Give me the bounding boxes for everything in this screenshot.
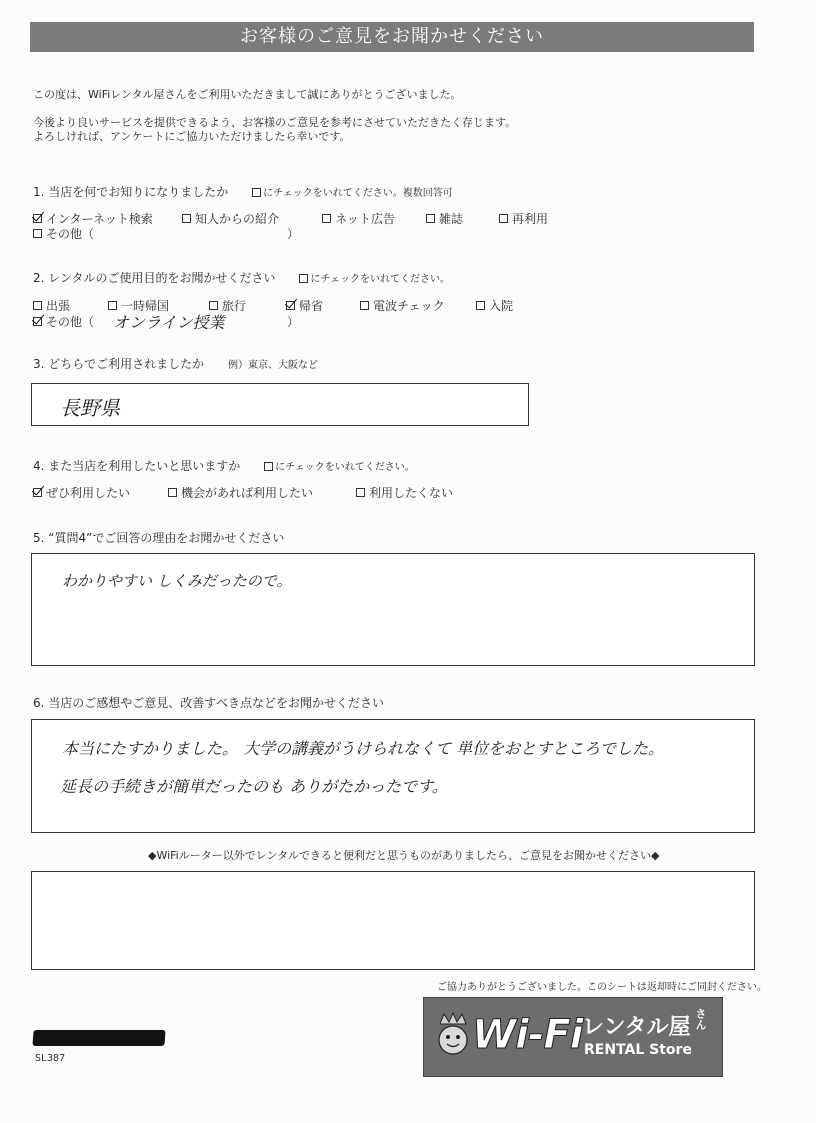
- crown-mascot-icon: [434, 1012, 472, 1058]
- option-label: 帰省: [299, 299, 324, 313]
- checkbox-checked-icon[interactable]: [33, 317, 42, 326]
- q1-other-close: ）: [287, 227, 300, 241]
- question-4-note: [264, 462, 415, 473]
- q2-option-homecoming[interactable]: [286, 297, 323, 314]
- q3-answer-box[interactable]: [31, 383, 529, 426]
- checkbox-icon[interactable]: [499, 214, 508, 223]
- q6-answer-line-2: 延長の手続きが簡単だったのも ありがたかったです。: [60, 777, 448, 796]
- option-label: 雑誌: [439, 212, 464, 226]
- q1-option-referral[interactable]: [182, 210, 279, 227]
- q2-option-signal-check[interactable]: [360, 297, 445, 314]
- q5-answer-box[interactable]: [31, 553, 755, 666]
- intro-line-1: この度は、WiFiレンタル屋さんをご利用いただきまして誠にありがとうございました。: [33, 88, 462, 101]
- checkbox-icon[interactable]: [322, 214, 331, 223]
- checkbox-icon[interactable]: [182, 214, 191, 223]
- option-label: ぜひ利用したい: [46, 486, 131, 500]
- question-2: [33, 269, 450, 286]
- redacted-barcode: [32, 1030, 165, 1046]
- logo-english-text: RENTAL Store: [584, 1042, 692, 1058]
- question-3-label: 3. どちらでご利用されましたか: [33, 357, 205, 371]
- option-label: 一時帰国: [121, 299, 170, 313]
- q1-option-other[interactable]: [33, 225, 94, 242]
- question-7: ◆WiFiルーター以外でレンタルできると便利だと思うものがありましたら、ご意見をお聞かせください◆: [148, 849, 660, 862]
- question-1: [33, 183, 453, 200]
- option-label: 再利用: [512, 212, 549, 226]
- question-1-label: 1. 当店を何でお知りになりましたか: [33, 185, 229, 199]
- checkbox-icon[interactable]: [33, 229, 42, 238]
- option-label: その他（: [46, 315, 95, 329]
- option-label: 機会があれば利用したい: [181, 486, 314, 500]
- q4-option-definitely[interactable]: [33, 484, 130, 501]
- checkbox-icon[interactable]: [33, 301, 42, 310]
- checkbox-checked-icon[interactable]: [286, 301, 295, 310]
- question-3: [33, 355, 318, 372]
- intro-line-2: 今後より良いサービスを提供できるよう、お客様のご意見を参考にさせていただきたく存じます。: [33, 116, 517, 129]
- checkbox-icon[interactable]: [476, 301, 485, 310]
- q1-option-magazine[interactable]: [426, 210, 463, 227]
- logo-wifi-text: Wi-Fi: [472, 1012, 583, 1058]
- intro-line-3: よろしければ、アンケートにご協力いただけましたら幸いです。: [33, 130, 351, 143]
- question-4-note-text: にチェックをいれてください。: [275, 462, 415, 473]
- question-1-note-text: にチェックをいれてください。複数回答可: [263, 188, 453, 199]
- q6-answer-box[interactable]: [31, 719, 755, 833]
- checkbox-icon: [252, 188, 261, 197]
- checkbox-icon: [299, 274, 308, 283]
- q2-option-hospital[interactable]: [476, 297, 513, 314]
- option-label: 利用したくない: [369, 486, 454, 500]
- question-2-label: 2. レンタルのご使用目的をお聞かせください: [33, 271, 276, 285]
- q1-option-reuse[interactable]: [499, 210, 548, 227]
- option-label: 電波チェック: [373, 299, 445, 313]
- option-label: 旅行: [222, 299, 247, 313]
- logo-san-text: さん: [694, 1008, 707, 1030]
- question-1-note: [252, 188, 453, 199]
- q4-option-no[interactable]: [356, 484, 453, 501]
- checkbox-icon[interactable]: [168, 488, 177, 497]
- checkbox-icon[interactable]: [108, 301, 117, 310]
- option-label: 出張: [46, 299, 71, 313]
- question-5: 5. “質問4”でご回答の理由をお聞かせください: [33, 531, 285, 545]
- question-3-example: 例）東京、大阪など: [227, 360, 318, 371]
- wifi-rental-logo: [423, 997, 723, 1077]
- q2-other-answer: オンライン授業: [113, 313, 225, 332]
- checkbox-icon: [264, 462, 273, 471]
- q4-option-if-chance[interactable]: [168, 484, 313, 501]
- q2-option-other[interactable]: [33, 313, 94, 330]
- question-2-note-text: にチェックをいれてください。: [310, 274, 451, 285]
- option-label: その他（: [46, 227, 95, 241]
- checkbox-icon[interactable]: [356, 488, 365, 497]
- option-label: インターネット検索: [46, 212, 153, 226]
- question-4: [33, 457, 415, 474]
- question-2-note: [299, 274, 450, 285]
- checkbox-checked-icon[interactable]: [33, 214, 42, 223]
- footer-thanks: ご協力ありがとうございました。このシートは返却時にご同封ください。: [437, 982, 767, 993]
- option-label: 知人からの紹介: [195, 212, 280, 226]
- q2-other-close: ）: [287, 315, 300, 329]
- option-label: 入院: [489, 299, 514, 313]
- checkbox-icon[interactable]: [209, 301, 218, 310]
- q1-option-net-ad[interactable]: [322, 210, 395, 227]
- q3-answer: 長野県: [60, 396, 120, 420]
- logo-japanese-text: レンタル屋: [582, 1015, 691, 1040]
- question-4-label: 4. また当店を利用したいと思いますか: [33, 459, 241, 473]
- q7-answer-box[interactable]: [31, 871, 755, 970]
- q5-answer: わかりやすい しくみだったので。: [62, 572, 292, 590]
- checkbox-icon[interactable]: [426, 214, 435, 223]
- q6-answer-line-1: 本当にたすかりました。 大学の講義がうけられなくて 単位をおとすところでした。: [62, 739, 665, 758]
- checkbox-checked-icon[interactable]: [33, 488, 42, 497]
- question-6: 6. 当店のご感想やご意見、改善すべき点などをお聞かせください: [33, 696, 385, 710]
- page-title: お客様のご意見をお聞かせください: [30, 22, 754, 52]
- checkbox-icon[interactable]: [360, 301, 369, 310]
- serial-number: SL387: [35, 1053, 66, 1064]
- option-label: ネット広告: [335, 212, 396, 226]
